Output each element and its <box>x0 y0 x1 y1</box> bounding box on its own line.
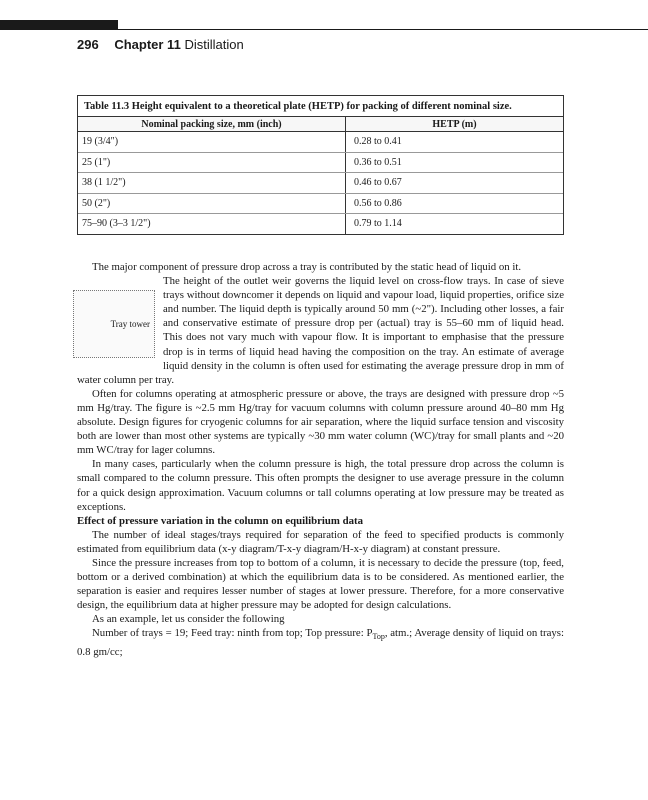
paragraph: The height of the outlet weir governs the liquid level on cross-flow trays. In case of sieve trays without downcomer it depends on liquid and vapour load, liquid properties, orifice size and number. The liquid depth is typically around 50 mm (~2"). Including other losses, a fair and conservative estimate of pressure drop per (actual) tray is 55–60 mm of liquid head. This does not vary much with vapour flow. It is important to emphasise that the pressure drop is in terms of liquid head having the composition on the tray. An estimate of average liquid density in the column is often used for estimating the average pressure drop in mm of water column per tray. <box>77 275 564 386</box>
margin-note <box>73 290 155 358</box>
margin-note-label: Tray tower <box>110 319 150 330</box>
paragraph-part: Number of trays = 19; Feed tray: ninth from top; Top pressure: P <box>92 627 373 640</box>
table-cell-size: 19 (3/4") <box>78 132 346 153</box>
table-cell-hetp: 0.79 to 1.14 <box>354 218 402 230</box>
chapter-label: Chapter 11 <box>114 37 181 52</box>
header-rule <box>118 29 648 30</box>
paragraph <box>77 626 564 658</box>
table-cell-size: 25 (1") <box>78 152 346 173</box>
section-heading: Effect of pressure variation in the column on equilibrium data <box>77 514 364 527</box>
paragraph: As an example, let us consider the following <box>92 613 285 626</box>
table-row <box>78 152 563 173</box>
table-cell-hetp: 0.28 to 0.41 <box>346 132 564 153</box>
table-cell-size: 75–90 (3–3 1/2") <box>78 214 346 234</box>
chapter-title: Distillation <box>184 37 244 52</box>
paragraph: The number of ideal stages/trays required for separation of the feed to specified products is commonly estimated from equilibrium data (x-y diagram/T-x-y diagram/H-x-y diagram) at constant pressure. <box>77 528 564 555</box>
paragraph: The major component of pressure drop across a tray is contributed by the static head of liquid on it. <box>92 261 522 273</box>
body-text <box>77 260 564 659</box>
running-header <box>77 37 244 52</box>
table-caption: Table 11.3 Height equivalent to a theoretical plate (HETP) for packing of different nominal size. <box>84 101 512 112</box>
subscript: Top <box>372 632 385 642</box>
paragraph: In many cases, particularly when the column pressure is high, the total pressure drop across the column is small compared to the column pressure. This often prompts the designer to use average pressure in the column for a quick design approximation. Vacuum columns or tall columns operating at low pressure may be treated as exceptions. <box>77 458 564 513</box>
table-row <box>78 214 563 234</box>
paragraph: Often for columns operating at atmospheric pressure or above, the trays are designed with pressure drop ~5 mm Hg/tray. The figure is ~2.5 mm Hg/tray for vacuum columns with column pressure around 40–80 mm Hg absolute. Design figures for cryogenic columns for air separation, where the liquid surface tension and viscosity both are lower than most other systems are typically ~30 mm water column (WC)/tray for small plants and ~20 mm WC/tray for lager columns. <box>77 387 564 457</box>
hetp-table <box>77 95 564 235</box>
paragraph-part: , atm.; Average density of liquid on trays: 0.8 gm/cc; <box>77 627 565 658</box>
table-cell-hetp: 0.56 to 0.86 <box>346 193 564 214</box>
table-row <box>78 132 563 153</box>
table-header-hetp: HETP (m) <box>346 117 564 132</box>
table-row <box>78 193 563 214</box>
table-cell-hetp: 0.46 to 0.67 <box>346 173 564 194</box>
table-cell-hetp: 0.36 to 0.51 <box>346 152 564 173</box>
table-header-size: Nominal packing size, mm (inch) <box>78 117 346 132</box>
paragraph: Since the pressure increases from top to bottom of a column, it is necessary to decide the pressure (top, feed, bottom or a derived combination) at which the equilibrium data is to be considered. As mentioned earlier, the separation is easier and requires lesser number of stages at lower pressure. Therefore, for a more conservative design, the equilibrium data at higher pressure may be adopted for design calculations. <box>77 556 564 612</box>
table-row <box>78 173 563 194</box>
table-cell-size: 38 (1 1/2") <box>78 173 346 194</box>
page-number: 296 <box>77 37 99 52</box>
table-grid <box>78 116 563 234</box>
header-bar <box>0 20 118 30</box>
table-cell-size: 50 (2") <box>78 193 346 214</box>
